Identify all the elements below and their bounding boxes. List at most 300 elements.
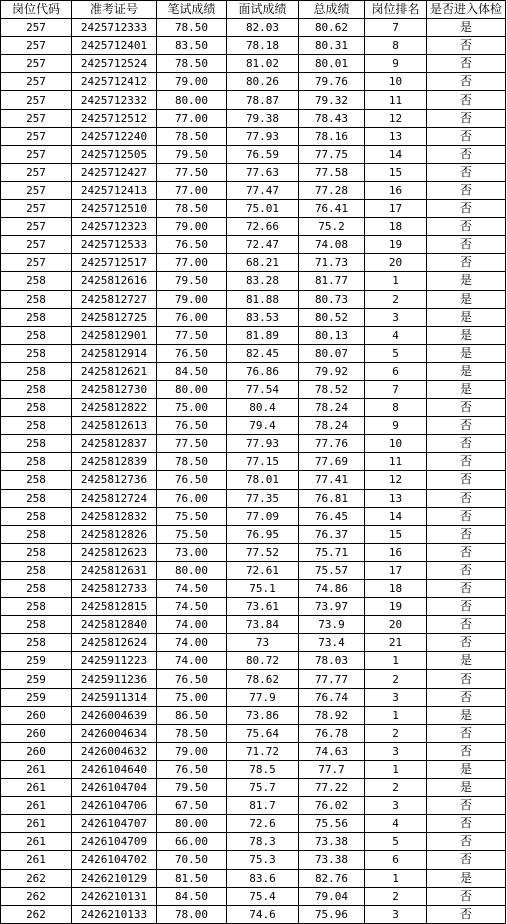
physical-exam-cell: 否 [427, 797, 506, 815]
post-rank-cell: 21 [365, 634, 427, 652]
ticket-number-cell: 2425712427 [72, 163, 157, 181]
table-row [1, 507, 506, 525]
written-score-cell: 83.50 [157, 37, 227, 55]
ticket-number-cell: 2425712240 [72, 127, 157, 145]
post-rank-cell: 20 [365, 616, 427, 634]
total-score-cell: 73.4 [299, 634, 365, 652]
interview-score-cell: 76.86 [227, 362, 299, 380]
table-row [1, 163, 506, 181]
table-row [1, 254, 506, 272]
post-code-cell: 258 [1, 344, 72, 362]
physical-exam-cell: 否 [427, 109, 506, 127]
interview-score-cell: 77.9 [227, 688, 299, 706]
table-row [1, 779, 506, 797]
ticket-number-cell: 2425712412 [72, 73, 157, 91]
physical-exam-cell: 否 [427, 580, 506, 598]
interview-score-cell: 81.88 [227, 290, 299, 308]
total-score-cell: 80.52 [299, 308, 365, 326]
physical-exam-cell: 否 [427, 127, 506, 145]
table-row [1, 55, 506, 73]
physical-exam-cell: 否 [427, 543, 506, 561]
post-code-cell: 259 [1, 670, 72, 688]
post-code-cell: 261 [1, 797, 72, 815]
table-row [1, 598, 506, 616]
physical-exam-cell: 否 [427, 435, 506, 453]
physical-exam-cell: 否 [427, 471, 506, 489]
post-rank-cell: 14 [365, 145, 427, 163]
interview-score-cell: 71.72 [227, 742, 299, 760]
post-code-cell: 258 [1, 380, 72, 398]
total-score-cell: 73.38 [299, 851, 365, 869]
total-score-cell: 77.28 [299, 181, 365, 199]
post-code-cell: 258 [1, 435, 72, 453]
post-code-cell: 258 [1, 272, 72, 290]
written-score-cell: 76.00 [157, 308, 227, 326]
interview-score-cell: 75.7 [227, 779, 299, 797]
post-rank-cell: 6 [365, 851, 427, 869]
table-row [1, 127, 506, 145]
ticket-number-cell: 2425911236 [72, 670, 157, 688]
post-rank-cell: 16 [365, 543, 427, 561]
ticket-number-cell: 2426004634 [72, 724, 157, 742]
physical-exam-cell: 否 [427, 145, 506, 163]
table-row [1, 91, 506, 109]
ticket-number-cell: 2425712510 [72, 200, 157, 218]
physical-exam-cell: 否 [427, 37, 506, 55]
ticket-number-cell: 2425911314 [72, 688, 157, 706]
interview-score-cell: 75.4 [227, 887, 299, 905]
total-score-cell: 78.03 [299, 652, 365, 670]
interview-score-cell: 68.21 [227, 254, 299, 272]
table-row [1, 236, 506, 254]
interview-score-cell: 77.54 [227, 380, 299, 398]
table-row [1, 435, 506, 453]
ticket-number-cell: 2425812840 [72, 616, 157, 634]
interview-score-cell: 73.84 [227, 616, 299, 634]
table-row [1, 688, 506, 706]
physical-exam-cell: 否 [427, 55, 506, 73]
total-score-cell: 80.13 [299, 326, 365, 344]
post-rank-cell: 1 [365, 272, 427, 290]
written-score-cell: 81.50 [157, 869, 227, 887]
written-score-cell: 75.50 [157, 525, 227, 543]
ticket-number-cell: 2426104704 [72, 779, 157, 797]
table-row [1, 797, 506, 815]
total-score-cell: 80.62 [299, 19, 365, 37]
physical-exam-cell: 否 [427, 181, 506, 199]
ticket-number-cell: 2425812730 [72, 380, 157, 398]
written-score-cell: 74.00 [157, 634, 227, 652]
written-score-cell: 76.50 [157, 236, 227, 254]
total-score-cell: 74.08 [299, 236, 365, 254]
post-code-cell: 257 [1, 73, 72, 91]
table-row [1, 815, 506, 833]
total-score-cell: 73.9 [299, 616, 365, 634]
post-code-cell: 258 [1, 399, 72, 417]
ticket-number-cell: 2426210133 [72, 905, 157, 923]
total-score-cell: 79.32 [299, 91, 365, 109]
written-score-cell: 76.50 [157, 417, 227, 435]
post-code-cell: 257 [1, 163, 72, 181]
written-score-cell: 86.50 [157, 706, 227, 724]
table-row [1, 290, 506, 308]
written-score-cell: 79.50 [157, 272, 227, 290]
written-score-cell: 78.50 [157, 200, 227, 218]
interview-score-cell: 78.18 [227, 37, 299, 55]
table-row [1, 580, 506, 598]
interview-score-cell: 73.61 [227, 598, 299, 616]
table-row [1, 742, 506, 760]
written-score-cell: 80.00 [157, 380, 227, 398]
total-score-cell: 75.57 [299, 561, 365, 579]
interview-score-cell: 80.72 [227, 652, 299, 670]
ticket-number-cell: 2426210131 [72, 887, 157, 905]
ticket-number-cell: 2425712401 [72, 37, 157, 55]
ticket-number-cell: 2425712323 [72, 218, 157, 236]
interview-score-cell: 75.1 [227, 580, 299, 598]
table-row [1, 543, 506, 561]
table-body [1, 19, 506, 924]
ticket-number-cell: 2425712517 [72, 254, 157, 272]
written-score-cell: 77.00 [157, 109, 227, 127]
post-code-cell: 259 [1, 652, 72, 670]
ticket-number-cell: 2425712533 [72, 236, 157, 254]
ticket-number-cell: 2425812631 [72, 561, 157, 579]
ticket-number-cell: 2425712524 [72, 55, 157, 73]
written-score-cell: 77.50 [157, 435, 227, 453]
ticket-number-cell: 2425712512 [72, 109, 157, 127]
written-score-cell: 77.00 [157, 254, 227, 272]
table-row [1, 380, 506, 398]
table-row [1, 37, 506, 55]
post-code-cell: 258 [1, 525, 72, 543]
physical-exam-cell: 否 [427, 815, 506, 833]
total-score-cell: 79.92 [299, 362, 365, 380]
table-row [1, 399, 506, 417]
table-row [1, 362, 506, 380]
interview-score-cell: 77.93 [227, 435, 299, 453]
interview-score-cell: 77.93 [227, 127, 299, 145]
interview-score-cell: 77.63 [227, 163, 299, 181]
total-score-cell: 79.04 [299, 887, 365, 905]
written-score-cell: 77.00 [157, 181, 227, 199]
physical-exam-cell: 是 [427, 706, 506, 724]
interview-score-cell: 80.26 [227, 73, 299, 91]
ticket-number-cell: 2425712413 [72, 181, 157, 199]
interview-score-cell: 81.89 [227, 326, 299, 344]
post-rank-cell: 3 [365, 905, 427, 923]
written-score-cell: 76.50 [157, 344, 227, 362]
table-row [1, 308, 506, 326]
interview-score-cell: 75.3 [227, 851, 299, 869]
post-rank-cell: 7 [365, 19, 427, 37]
written-score-cell: 74.50 [157, 598, 227, 616]
total-score-cell: 76.78 [299, 724, 365, 742]
interview-score-cell: 78.5 [227, 760, 299, 778]
written-score-cell: 80.00 [157, 91, 227, 109]
table-row [1, 724, 506, 742]
ticket-number-cell: 2425812826 [72, 525, 157, 543]
physical-exam-cell: 否 [427, 525, 506, 543]
physical-exam-cell: 是 [427, 652, 506, 670]
total-score-cell: 80.73 [299, 290, 365, 308]
post-code-cell: 260 [1, 724, 72, 742]
total-score-cell: 78.16 [299, 127, 365, 145]
post-rank-cell: 18 [365, 580, 427, 598]
table-row [1, 652, 506, 670]
post-rank-cell: 8 [365, 37, 427, 55]
interview-score-cell: 78.87 [227, 91, 299, 109]
written-score-cell: 75.50 [157, 507, 227, 525]
post-rank-cell: 18 [365, 218, 427, 236]
interview-score-cell: 74.6 [227, 905, 299, 923]
total-score-cell: 74.86 [299, 580, 365, 598]
post-code-cell: 261 [1, 815, 72, 833]
table-row [1, 181, 506, 199]
physical-exam-cell: 否 [427, 489, 506, 507]
physical-exam-cell: 否 [427, 236, 506, 254]
post-rank-cell: 5 [365, 833, 427, 851]
table-row [1, 417, 506, 435]
post-rank-cell: 20 [365, 254, 427, 272]
post-code-cell: 257 [1, 181, 72, 199]
post-code-cell: 257 [1, 145, 72, 163]
physical-exam-cell: 否 [427, 163, 506, 181]
ticket-number-cell: 2425911223 [72, 652, 157, 670]
interview-score-cell: 73 [227, 634, 299, 652]
total-score-cell: 77.41 [299, 471, 365, 489]
written-score-cell: 78.00 [157, 905, 227, 923]
interview-score-cell: 78.01 [227, 471, 299, 489]
total-score-cell: 77.69 [299, 453, 365, 471]
written-score-cell: 67.50 [157, 797, 227, 815]
total-score-cell: 78.52 [299, 380, 365, 398]
total-score-cell: 77.58 [299, 163, 365, 181]
interview-score-cell: 80.4 [227, 399, 299, 417]
post-rank-cell: 3 [365, 308, 427, 326]
written-score-cell: 66.00 [157, 833, 227, 851]
written-score-cell: 78.50 [157, 127, 227, 145]
ticket-number-cell: 2425712505 [72, 145, 157, 163]
post-code-cell: 260 [1, 742, 72, 760]
post-code-cell: 258 [1, 634, 72, 652]
post-rank-cell: 11 [365, 91, 427, 109]
table-row [1, 616, 506, 634]
physical-exam-cell: 否 [427, 670, 506, 688]
table-row [1, 145, 506, 163]
interview-score-cell: 79.38 [227, 109, 299, 127]
total-score-cell: 76.37 [299, 525, 365, 543]
physical-exam-cell: 是 [427, 308, 506, 326]
ticket-number-cell: 2425812727 [72, 290, 157, 308]
written-score-cell: 79.50 [157, 145, 227, 163]
post-rank-cell: 15 [365, 163, 427, 181]
written-score-cell: 84.50 [157, 887, 227, 905]
post-rank-cell: 6 [365, 362, 427, 380]
post-rank-cell: 14 [365, 507, 427, 525]
written-score-cell: 79.00 [157, 742, 227, 760]
post-rank-cell: 2 [365, 290, 427, 308]
post-rank-cell: 9 [365, 55, 427, 73]
written-score-cell: 77.50 [157, 163, 227, 181]
total-score-cell: 80.01 [299, 55, 365, 73]
written-score-cell: 75.00 [157, 399, 227, 417]
interview-score-cell: 72.6 [227, 815, 299, 833]
post-rank-cell: 5 [365, 344, 427, 362]
post-rank-cell: 1 [365, 706, 427, 724]
post-code-cell: 257 [1, 254, 72, 272]
table-row [1, 200, 506, 218]
table-row [1, 887, 506, 905]
physical-exam-cell: 否 [427, 561, 506, 579]
physical-exam-cell: 是 [427, 326, 506, 344]
written-score-cell: 78.50 [157, 19, 227, 37]
post-rank-cell: 12 [365, 109, 427, 127]
written-score-cell: 79.00 [157, 218, 227, 236]
total-score-cell: 75.96 [299, 905, 365, 923]
total-score-cell: 78.92 [299, 706, 365, 724]
physical-exam-cell: 否 [427, 200, 506, 218]
post-rank-cell: 17 [365, 561, 427, 579]
interview-score-cell: 73.86 [227, 706, 299, 724]
post-rank-cell: 19 [365, 236, 427, 254]
physical-exam-cell: 否 [427, 453, 506, 471]
written-score-cell: 74.00 [157, 616, 227, 634]
physical-exam-cell: 否 [427, 417, 506, 435]
ticket-number-cell: 2425812623 [72, 543, 157, 561]
total-score-cell: 77.7 [299, 760, 365, 778]
interview-score-cell: 77.09 [227, 507, 299, 525]
interview-score-cell: 76.95 [227, 525, 299, 543]
table-row [1, 109, 506, 127]
written-score-cell: 79.00 [157, 73, 227, 91]
post-rank-cell: 13 [365, 489, 427, 507]
table-row [1, 453, 506, 471]
post-rank-cell: 11 [365, 453, 427, 471]
post-rank-cell: 9 [365, 417, 427, 435]
post-code-cell: 258 [1, 598, 72, 616]
written-score-cell: 74.50 [157, 580, 227, 598]
post-code-cell: 257 [1, 109, 72, 127]
ticket-number-cell: 2426104707 [72, 815, 157, 833]
table-row [1, 326, 506, 344]
total-score-cell: 80.07 [299, 344, 365, 362]
ticket-number-cell: 2425812616 [72, 272, 157, 290]
written-score-cell: 76.50 [157, 760, 227, 778]
header-interview-score: 面试成绩 [227, 1, 299, 19]
ticket-number-cell: 2426004632 [72, 742, 157, 760]
post-code-cell: 261 [1, 833, 72, 851]
header-post-code: 岗位代码 [1, 1, 72, 19]
total-score-cell: 80.31 [299, 37, 365, 55]
total-score-cell: 75.71 [299, 543, 365, 561]
header-row [1, 1, 506, 19]
header-post-rank: 岗位排名 [365, 1, 427, 19]
header-written-score: 笔试成绩 [157, 1, 227, 19]
table-row [1, 760, 506, 778]
ticket-number-cell: 2425812725 [72, 308, 157, 326]
table-row [1, 489, 506, 507]
post-code-cell: 258 [1, 453, 72, 471]
total-score-cell: 82.76 [299, 869, 365, 887]
post-code-cell: 258 [1, 417, 72, 435]
ticket-number-cell: 2425812832 [72, 507, 157, 525]
physical-exam-cell: 是 [427, 290, 506, 308]
physical-exam-cell: 否 [427, 598, 506, 616]
post-code-cell: 259 [1, 688, 72, 706]
interview-score-cell: 78.62 [227, 670, 299, 688]
total-score-cell: 73.38 [299, 833, 365, 851]
post-rank-cell: 15 [365, 525, 427, 543]
ticket-number-cell: 2425812901 [72, 326, 157, 344]
interview-score-cell: 81.7 [227, 797, 299, 815]
post-code-cell: 257 [1, 19, 72, 37]
table-row [1, 19, 506, 37]
physical-exam-cell: 否 [427, 507, 506, 525]
total-score-cell: 75.56 [299, 815, 365, 833]
post-rank-cell: 10 [365, 435, 427, 453]
physical-exam-cell: 否 [427, 218, 506, 236]
post-code-cell: 258 [1, 362, 72, 380]
interview-score-cell: 72.66 [227, 218, 299, 236]
interview-score-cell: 79.4 [227, 417, 299, 435]
interview-score-cell: 82.45 [227, 344, 299, 362]
ticket-number-cell: 2425812624 [72, 634, 157, 652]
post-code-cell: 261 [1, 760, 72, 778]
physical-exam-cell: 是 [427, 19, 506, 37]
post-rank-cell: 19 [365, 598, 427, 616]
post-code-cell: 257 [1, 127, 72, 145]
post-code-cell: 257 [1, 55, 72, 73]
interview-score-cell: 77.47 [227, 181, 299, 199]
total-score-cell: 75.2 [299, 218, 365, 236]
table-row [1, 344, 506, 362]
total-score-cell: 77.77 [299, 670, 365, 688]
written-score-cell: 75.00 [157, 688, 227, 706]
table-row [1, 471, 506, 489]
post-code-cell: 258 [1, 326, 72, 344]
total-score-cell: 76.02 [299, 797, 365, 815]
post-code-cell: 258 [1, 489, 72, 507]
physical-exam-cell: 否 [427, 616, 506, 634]
ticket-number-cell: 2425812914 [72, 344, 157, 362]
post-code-cell: 257 [1, 37, 72, 55]
interview-score-cell: 76.59 [227, 145, 299, 163]
post-rank-cell: 3 [365, 797, 427, 815]
post-code-cell: 258 [1, 580, 72, 598]
ticket-number-cell: 2426104706 [72, 797, 157, 815]
physical-exam-cell: 是 [427, 344, 506, 362]
post-code-cell: 258 [1, 616, 72, 634]
total-score-cell: 78.43 [299, 109, 365, 127]
post-code-cell: 257 [1, 200, 72, 218]
interview-score-cell: 83.28 [227, 272, 299, 290]
post-rank-cell: 10 [365, 73, 427, 91]
total-score-cell: 71.73 [299, 254, 365, 272]
written-score-cell: 78.50 [157, 724, 227, 742]
interview-score-cell: 72.61 [227, 561, 299, 579]
post-rank-cell: 2 [365, 670, 427, 688]
physical-exam-cell: 否 [427, 887, 506, 905]
ticket-number-cell: 2425712332 [72, 91, 157, 109]
post-rank-cell: 2 [365, 724, 427, 742]
written-score-cell: 76.50 [157, 670, 227, 688]
post-code-cell: 260 [1, 706, 72, 724]
written-score-cell: 76.50 [157, 471, 227, 489]
physical-exam-cell: 是 [427, 272, 506, 290]
physical-exam-cell: 是 [427, 362, 506, 380]
table-row [1, 833, 506, 851]
